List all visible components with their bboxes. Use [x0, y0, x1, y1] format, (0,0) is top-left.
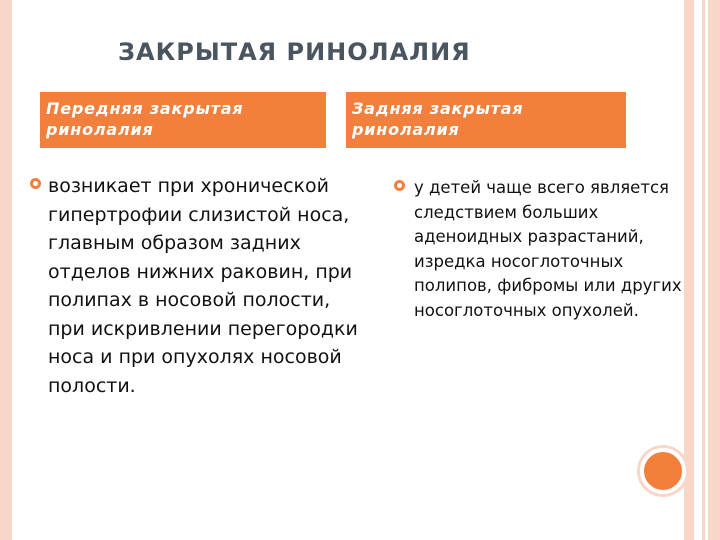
right-column-header: Задняя закрытая ринолалия: [346, 92, 626, 148]
bullet-icon: [30, 178, 41, 189]
left-frame-border: [0, 0, 12, 540]
left-column-text: возникает при хронической гипертрофии слизистой носа, главным образом задних отделов нижних раковин, при полипах в носовой полости, при искривлении перегородки носа и при опухолях носовой полости.: [48, 175, 358, 397]
right-frame-border: [684, 0, 720, 540]
left-column-header: Передняя закрытая ринолалия: [40, 92, 326, 148]
slide-title: ЗАКРЫТАЯ РИНОЛАЛИЯ: [118, 38, 471, 66]
decorative-circle: [640, 448, 686, 494]
bullet-icon: [394, 180, 405, 191]
right-column-text: у детей чаще всего является следствием больших аденоидных разрастаний, изредка носоглоточных полипов, фибромы или других носоглоточных опухолей.: [414, 178, 682, 320]
